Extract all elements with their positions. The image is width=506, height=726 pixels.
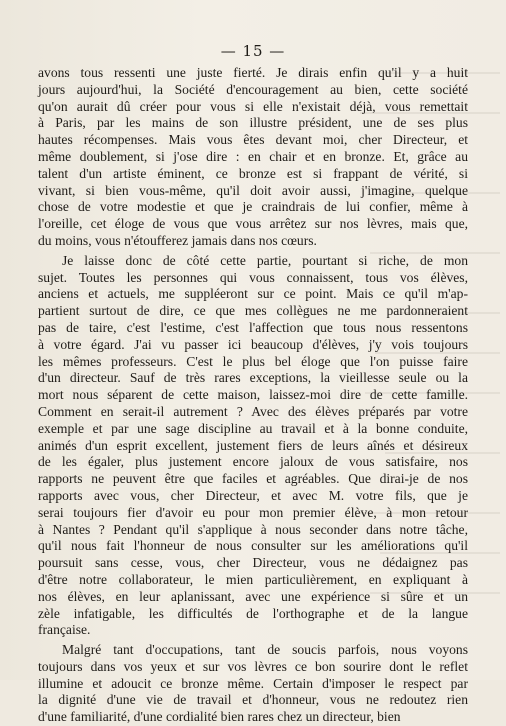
text-line: chose de votre modestie et que je craindrais de lui confier, même à [38,199,468,215]
text-line: d'une familiarité, d'une cordialité bien rares chez un directeur, bien [38,709,401,725]
text-line: poursuit sans cesse, vous, cher Directeur, vous ne dédaignez pas [38,555,468,571]
paragraph [38,253,468,639]
text-line: rapports avec vous, cher Directeur, et avec M. votre fils, que je [38,487,468,503]
text-line: à votre égard. J'ai vu passer ici beaucoup d'élèves, j'y vois toujours [38,336,468,352]
text-line: vivant, si bien vous-même, qu'il doit avoir aussi, j'imagine, quelque [38,182,468,198]
page-number: — 15 — [220,42,286,60]
text-line: d'être notre collaborateur, le mien particulièrement, en expliquant à [38,571,468,587]
text-line: qu'il nous fait l'honneur de nous consulter sur les améliorations qu'il [38,538,468,554]
text-line: Comment en serait-il autrement ? Avec des élèves préparés par votre [38,403,468,419]
text-line: illumine et adoucit ce bronze même. Certain d'imposer le respect par [38,675,468,691]
paragraph [38,642,468,726]
text-line: du moins, vous n'étoufferez jamais dans nos cœurs. [38,232,317,248]
text-line: rapports ne peuvent être que faciles et agréables. Que dirai-je de nos [38,471,468,487]
text-line: Je laisse donc de côté cette partie, pourtant si riche, de mon [62,252,468,268]
body-text [38,65,468,726]
text-line: talent d'un artiste éminent, ce bronze est si frappant de vérité, si [38,165,468,181]
paragraph [38,65,468,250]
text-line: à Paris, par les mains de son illustre président, une de ses plus [38,115,468,131]
text-line: zèle infatigable, les difficultés de l'orthographe et de la langue [38,605,468,621]
text-line: qu'on aurait dû créer pour vous si elle n'existait déjà, vous remettait [38,98,468,114]
text-line: l'oreille, cet éloge de vous que vous arrêtez sur nos lèvres, mais que, [38,216,468,232]
text-line: à Nantes ? Pendant qu'il s'applique à nous seconder dans notre tâche, [38,521,468,537]
text-line: avons tous ressenti une juste fierté. Je dirais enfin qu'il y a huit [38,65,468,80]
text-line: toujours dans vos yeux et sur vos lèvres ce bon sourire dont le reflet [38,658,468,674]
text-line: d'un directeur. Sauf de très rares exceptions, la vieillesse seule ou la [38,370,468,386]
text-line: pas de taire, c'est l'estime, c'est l'affection que tous nous ressentons [38,319,468,335]
text-line: la dignité d'une vie de travail et d'honneur, vous ne redoutez rien [38,692,468,708]
text-line: sujet. Toutes les personnes qui vous connaissent, tous vos élèves, [38,269,468,285]
text-line: animés d'un esprit excellent, justement fiers de leurs aînés et désireux [38,437,468,453]
text-line: les mêmes professeurs. C'est le plus bel éloge que l'on puisse faire [38,353,468,369]
text-line: hautes récompenses. Mais vous êtes devant moi, cher Directeur, et [38,132,468,148]
text-line: exemple et par une sage discipline au travail et à la bonne conduite, [38,420,468,436]
text-line: française. [38,622,91,638]
text-line: mort nous séparent de cette maison, laissez-moi dire de cette famille. [38,387,468,403]
text-line: même doublement, si j'ose dire : en chair et en bronze. Et, grâce au [38,148,468,164]
text-line: nos élèves, en leur aplanissant, avec une expérience si sûre et un [38,588,468,604]
text-line: de les égaler, plus justement encore jaloux de vous satisfaire, nos [38,454,468,470]
text-line: serai toujours fier d'avoir eu pour mon premier élève, à mon retour [38,504,468,520]
text-line: jours aujourd'hui, la Société d'encouragement au bien, cette société [38,81,468,97]
text-line: Malgré tant d'occupations, tant de soucis parfois, nous voyons [62,642,468,658]
text-line: partient surtout de dire, ce que mes collègues ne me pardonneraient [38,303,468,319]
text-line: anciens et actuels, me suppléeront sur ce point. Mais ce qu'il m'ap- [38,286,468,302]
